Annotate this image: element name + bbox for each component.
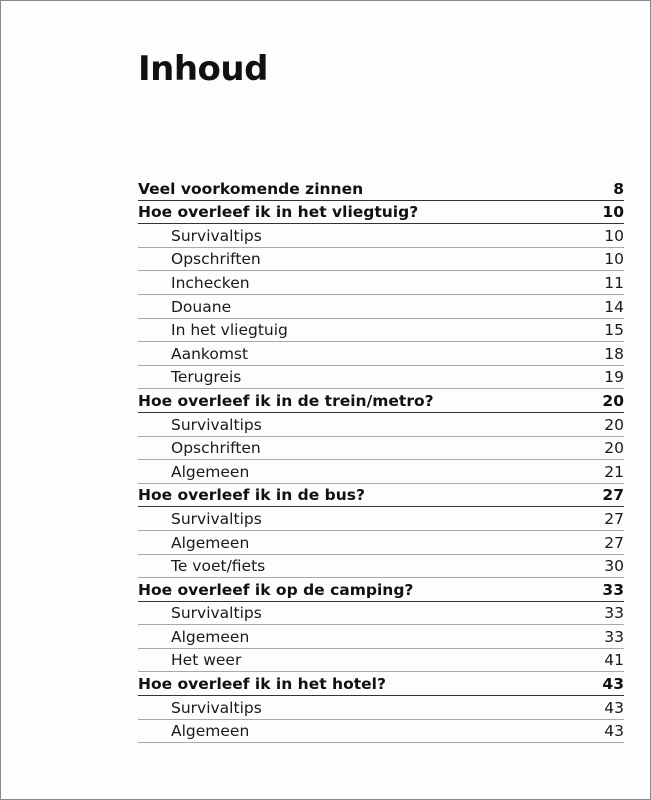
toc-page-number: 33 <box>604 604 624 623</box>
toc-entry-label: Terugreis <box>171 368 242 387</box>
toc-chapter-entry <box>138 177 624 201</box>
toc-page-number: 43 <box>602 675 624 694</box>
toc-section-entry <box>138 696 624 720</box>
toc-chapter-entry <box>138 389 624 413</box>
toc-entry-label: Algemeen <box>171 722 250 741</box>
toc-section-entry <box>138 248 624 272</box>
toc-page-number: 27 <box>602 486 624 505</box>
toc-section-entry <box>138 531 624 555</box>
toc-page-number: 19 <box>604 368 624 387</box>
toc-section-entry <box>138 507 624 531</box>
toc-section-entry <box>138 460 624 484</box>
toc-page-number: 20 <box>602 391 624 410</box>
toc-section-entry <box>138 319 624 343</box>
toc-section-entry <box>138 649 624 673</box>
toc-entry-label: Survivaltips <box>171 509 262 528</box>
toc-section-entry <box>138 271 624 295</box>
toc-page-number: 10 <box>604 250 624 269</box>
toc-entry-label: Te voet/fiets <box>171 557 266 576</box>
toc-chapter-entry <box>138 201 624 225</box>
toc-section-entry <box>138 437 624 461</box>
toc-section-entry <box>138 366 624 390</box>
toc-page-number: 43 <box>604 722 624 741</box>
toc-page-number: 43 <box>604 698 624 717</box>
toc-section-entry <box>138 625 624 649</box>
toc-page-number: 30 <box>604 557 624 576</box>
toc-page-number: 27 <box>604 509 624 528</box>
toc-page-number: 15 <box>604 321 624 340</box>
toc-page-number: 20 <box>604 439 624 458</box>
toc-entry-label: Algemeen <box>171 533 250 552</box>
toc-entry-label: Opschriften <box>171 439 261 458</box>
toc-entry-label: Algemeen <box>171 627 250 646</box>
toc-page-number: 14 <box>604 297 624 316</box>
toc-page-number: 21 <box>604 462 624 481</box>
toc-page-number: 18 <box>604 344 624 363</box>
toc-page-number: 33 <box>604 627 624 646</box>
page-title: Inhoud <box>138 49 268 89</box>
toc-section-entry <box>138 720 624 744</box>
toc-page-number: 33 <box>602 580 624 599</box>
toc-entry-label: Hoe overleef ik in de trein/metro? <box>138 391 434 410</box>
toc-entry-label: Hoe overleef ik op de camping? <box>138 580 414 599</box>
toc-entry-label: Douane <box>171 297 232 316</box>
toc-section-entry <box>138 342 624 366</box>
toc-page-number: 11 <box>604 273 624 292</box>
toc-entry-label: Het weer <box>171 651 242 670</box>
toc-page-number: 20 <box>604 415 624 434</box>
toc-page-number: 8 <box>613 179 624 198</box>
toc-entry-label: Survivaltips <box>171 604 262 623</box>
toc-section-entry <box>138 224 624 248</box>
toc-section-entry <box>138 295 624 319</box>
toc-entry-label: Veel voorkomende zinnen <box>138 179 364 198</box>
toc-chapter-entry <box>138 484 624 508</box>
toc-entry-label: Hoe overleef ik in de bus? <box>138 486 366 505</box>
toc-chapter-entry <box>138 578 624 602</box>
toc-entry-label: Algemeen <box>171 462 250 481</box>
toc-chapter-entry <box>138 672 624 696</box>
toc-page-number: 10 <box>604 226 624 245</box>
toc-page-number: 10 <box>602 203 624 222</box>
toc-entry-label: In het vliegtuig <box>171 321 288 340</box>
toc-page-number: 27 <box>604 533 624 552</box>
toc-section-entry <box>138 413 624 437</box>
toc-entry-label: Hoe overleef ik in het vliegtuig? <box>138 203 419 222</box>
toc-entry-label: Opschriften <box>171 250 261 269</box>
toc-page-number: 41 <box>604 651 624 670</box>
toc-entry-label: Aankomst <box>171 344 249 363</box>
table-of-contents <box>138 177 624 743</box>
toc-entry-label: Inchecken <box>171 273 250 292</box>
toc-entry-label: Survivaltips <box>171 415 262 434</box>
toc-entry-label: Hoe overleef ik in het hotel? <box>138 675 386 694</box>
toc-entry-label: Survivaltips <box>171 698 262 717</box>
toc-section-entry <box>138 602 624 626</box>
toc-entry-label: Survivaltips <box>171 226 262 245</box>
toc-section-entry <box>138 555 624 579</box>
